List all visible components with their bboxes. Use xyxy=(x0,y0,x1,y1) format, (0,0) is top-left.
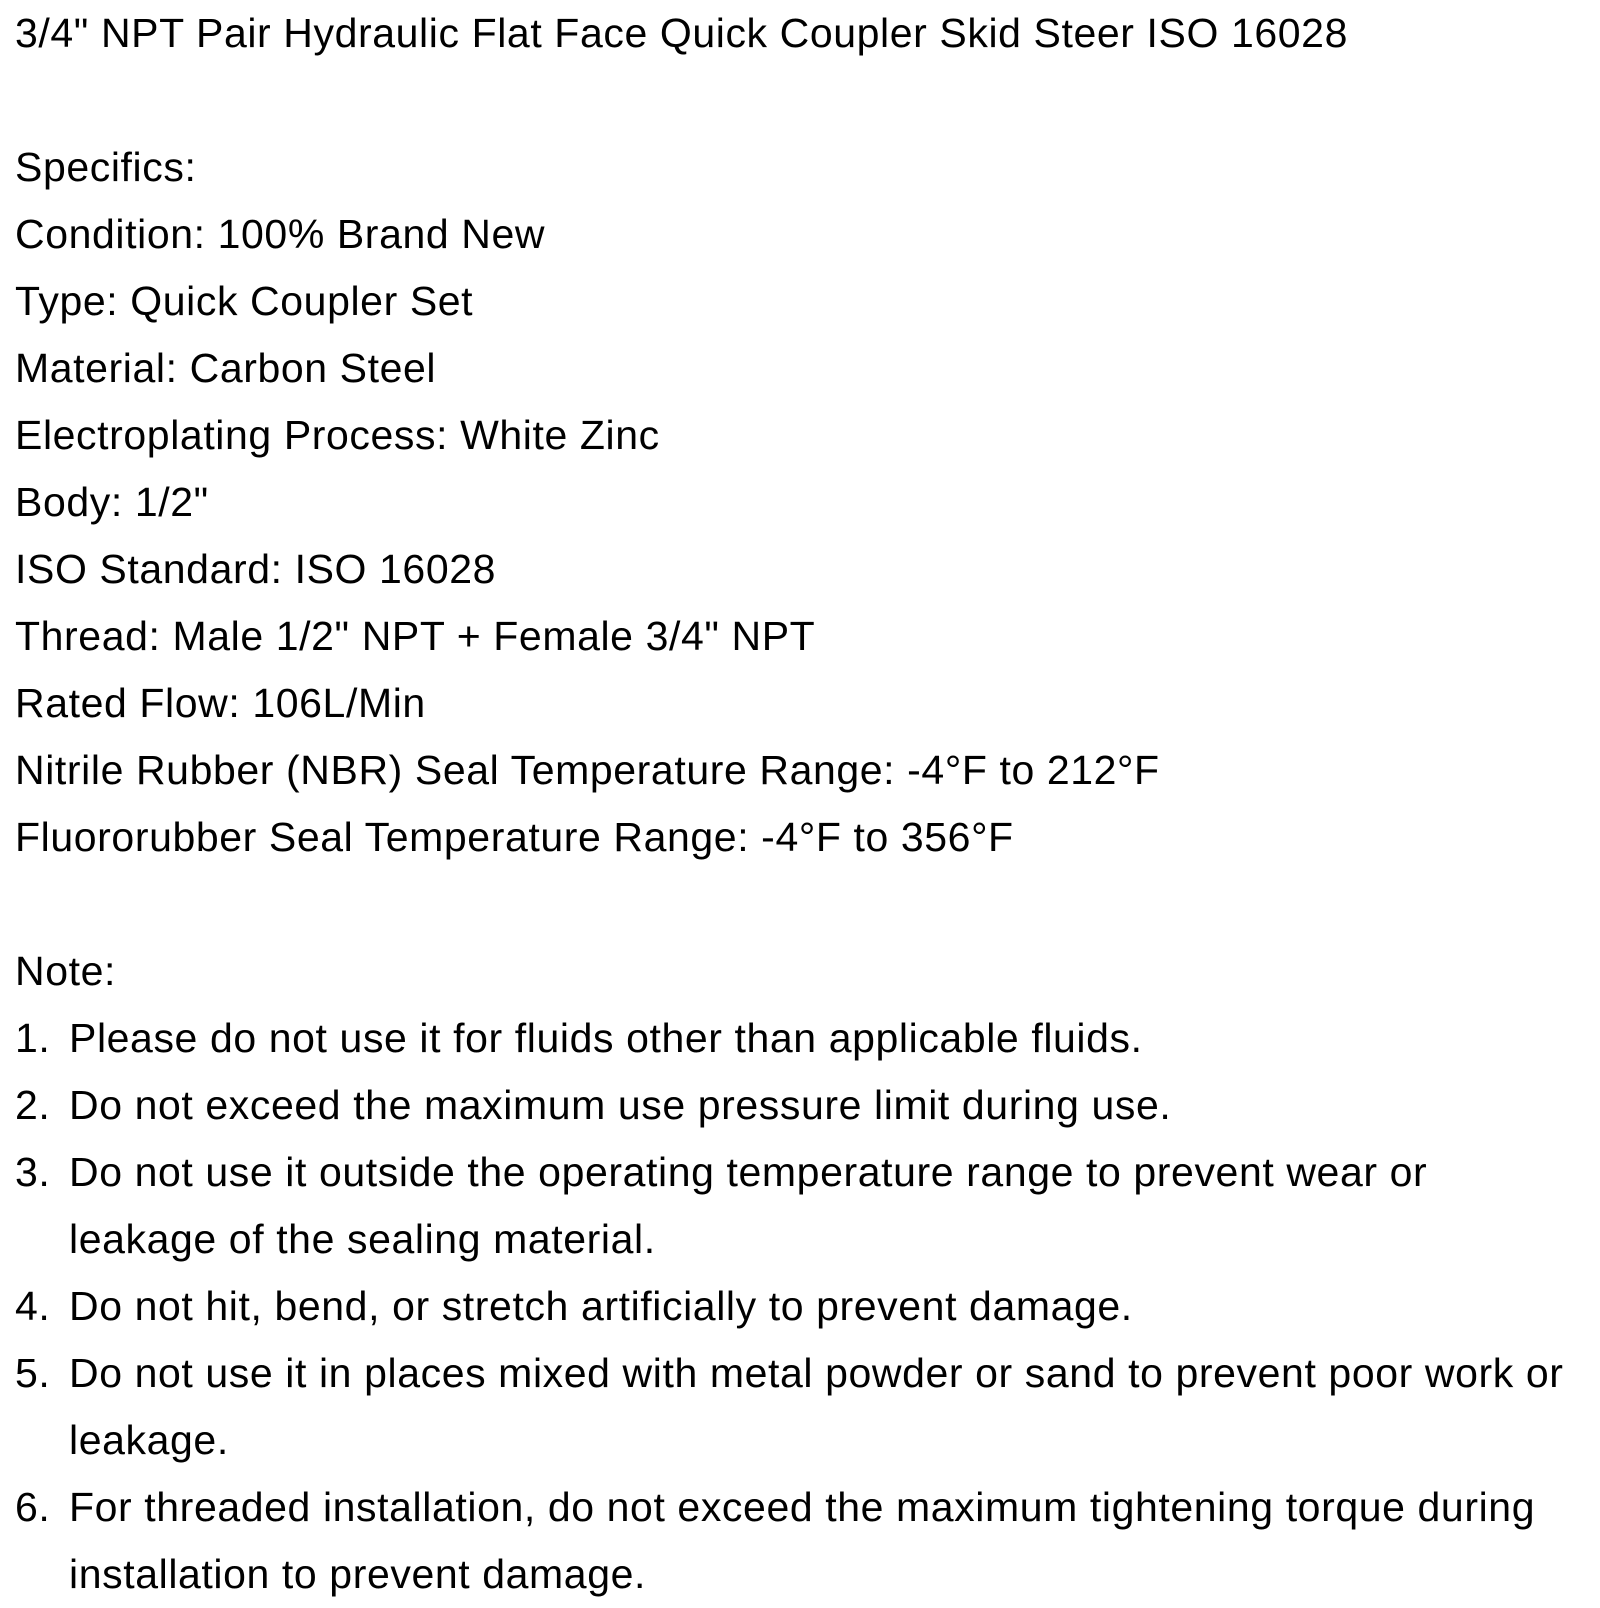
note-number: 6. xyxy=(15,1484,51,1530)
spec-electroplating: Electroplating Process: White Zinc xyxy=(15,412,660,458)
spec-condition: Condition: 100% Brand New xyxy=(15,211,546,257)
note-item xyxy=(15,1273,1585,1340)
note-item xyxy=(15,1474,1585,1608)
spacer xyxy=(15,871,1585,938)
spec-fluororubber-temp-range: Fluororubber Seal Temperature Range: -4°F to 356°F xyxy=(15,814,1014,860)
note-text: Do not exceed the maximum use pressure limit during use. xyxy=(69,1082,1172,1128)
spec-type: Type: Quick Coupler Set xyxy=(15,278,474,324)
spec-iso-standard: ISO Standard: ISO 16028 xyxy=(15,546,497,592)
note-item xyxy=(15,1139,1585,1273)
note-text: For threaded installation, do not exceed the maximum tightening torque during installation to prevent damage. xyxy=(69,1484,1536,1597)
spec-rated-flow: Rated Flow: 106L/Min xyxy=(15,680,426,726)
spec-body: Body: 1/2" xyxy=(15,479,209,525)
note-number: 1. xyxy=(15,1015,51,1061)
note-number: 4. xyxy=(15,1283,51,1329)
note-text: Do not use it in places mixed with metal powder or sand to prevent poor work or leakage. xyxy=(69,1350,1564,1463)
spec-thread: Thread: Male 1/2" NPT + Female 3/4" NPT xyxy=(15,613,816,659)
note-text: Please do not use it for fluids other than applicable fluids. xyxy=(69,1015,1143,1061)
spec-nbr-temp-range: Nitrile Rubber (NBR) Seal Temperature Range: -4°F to 212°F xyxy=(15,747,1160,793)
product-title: 3/4" NPT Pair Hydraulic Flat Face Quick Coupler Skid Steer ISO 16028 xyxy=(15,10,1348,56)
note-text: Do not hit, bend, or stretch artificially to prevent damage. xyxy=(69,1283,1133,1329)
specifics-heading: Specifics: xyxy=(15,144,197,190)
spec-material: Material: Carbon Steel xyxy=(15,345,437,391)
note-number: 3. xyxy=(15,1149,51,1195)
spacer xyxy=(15,67,1585,134)
note-text: Do not use it outside the operating temperature range to prevent wear or leakage of the sealing material. xyxy=(69,1149,1428,1262)
note-number: 5. xyxy=(15,1350,51,1396)
note-item xyxy=(15,1005,1585,1072)
product-description xyxy=(15,0,1585,1608)
note-number: 2. xyxy=(15,1082,51,1128)
note-item xyxy=(15,1072,1585,1139)
note-heading: Note: xyxy=(15,948,116,994)
note-item xyxy=(15,1340,1585,1474)
